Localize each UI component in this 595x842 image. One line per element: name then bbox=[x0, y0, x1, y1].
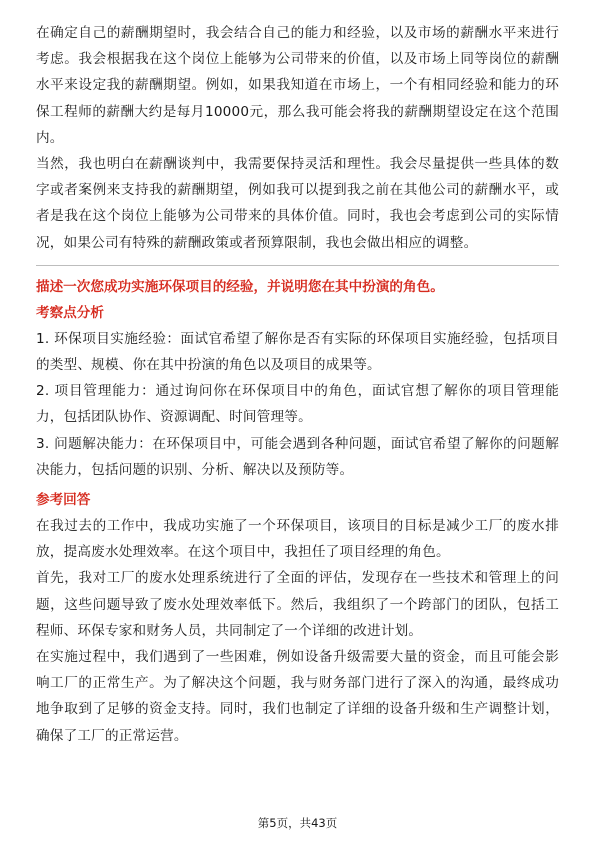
answer-paragraph: 首先，我对工厂的废水处理系统进行了全面的评估，发现存在一些技术和管理上的问题，这些问题导致了废水处理效率低下。然后，我组织了一个跨部门的团队，包括工程师、环保专家和财务人员，共同制定了一个详细的改进计划。 bbox=[36, 570, 559, 639]
interview-question: 描述一次您成功实施环保项目的经验，并说明您在其中扮演的角色。 bbox=[36, 278, 444, 295]
answer-paragraph: 在实施过程中，我们遇到了一些困难，例如设备升级需要大量的资金，而且可能会影响工厂的正常生产。为了解决这个问题，我与财务部门进行了深入的沟通，最终成功地争取到了足够的资金支持。同时，我们也制定了详细的设备升级和生产调整计划，确保了工厂的正常运营。 bbox=[36, 649, 559, 744]
section-divider bbox=[36, 265, 559, 266]
analysis-item: 2. 项目管理能力：通过询问你在环保项目中的角色，面试官想了解你的项目管理能力，包括团队协作、资源调配、时间管理等。 bbox=[36, 383, 559, 426]
analysis-item: 3. 问题解决能力：在环保项目中，可能会遇到各种问题，面试官希望了解你的问题解决能力，包括问题的识别、分析、解决以及预防等。 bbox=[36, 435, 559, 478]
intro-paragraph: 当然，我也明白在薪酬谈判中，我需要保持灵活和理性。我会尽量提供一些具体的数字或者案例来支持我的薪酬期望，例如我可以提到我之前在其他公司的薪酬水平，或者是我在这个岗位上能够为公司带来的具体价值。同时，我也会考虑到公司的实际情况，如果公司有特殊的薪酬政策或者预算限制，我也会做出相应的调整。 bbox=[36, 156, 559, 251]
page-content bbox=[36, 20, 559, 749]
analysis-item: 1. 环保项目实施经验：面试官希望了解你是否有实际的环保项目实施经验，包括项目的类型、规模、你在其中扮演的角色以及项目的成果等。 bbox=[36, 330, 559, 374]
analysis-heading: 考察点分析 bbox=[36, 304, 104, 321]
answer-heading: 参考回答 bbox=[36, 492, 91, 509]
intro-paragraph: 在确定自己的薪酬期望时，我会结合自己的能力和经验，以及市场的薪酬水平来进行考虑。我会根据我在这个岗位上能够为公司带来的价值，以及市场上同等岗位的薪酬水平来设定我的薪酬期望。例如，如果我知道在市场上，一个有相同经验和能力的环保工程师的薪酬大约是每月10000元，那么我可能会将我的薪酬期望设定在这个范围内。 bbox=[36, 25, 559, 146]
answer-paragraph: 在我过去的工作中，我成功实施了一个环保项目，该项目的目标是减少工厂的废水排放，提高废水处理效率。在这个项目中，我担任了项目经理的角色。 bbox=[36, 518, 559, 561]
page-number: 第5页，共43页 bbox=[257, 816, 338, 830]
